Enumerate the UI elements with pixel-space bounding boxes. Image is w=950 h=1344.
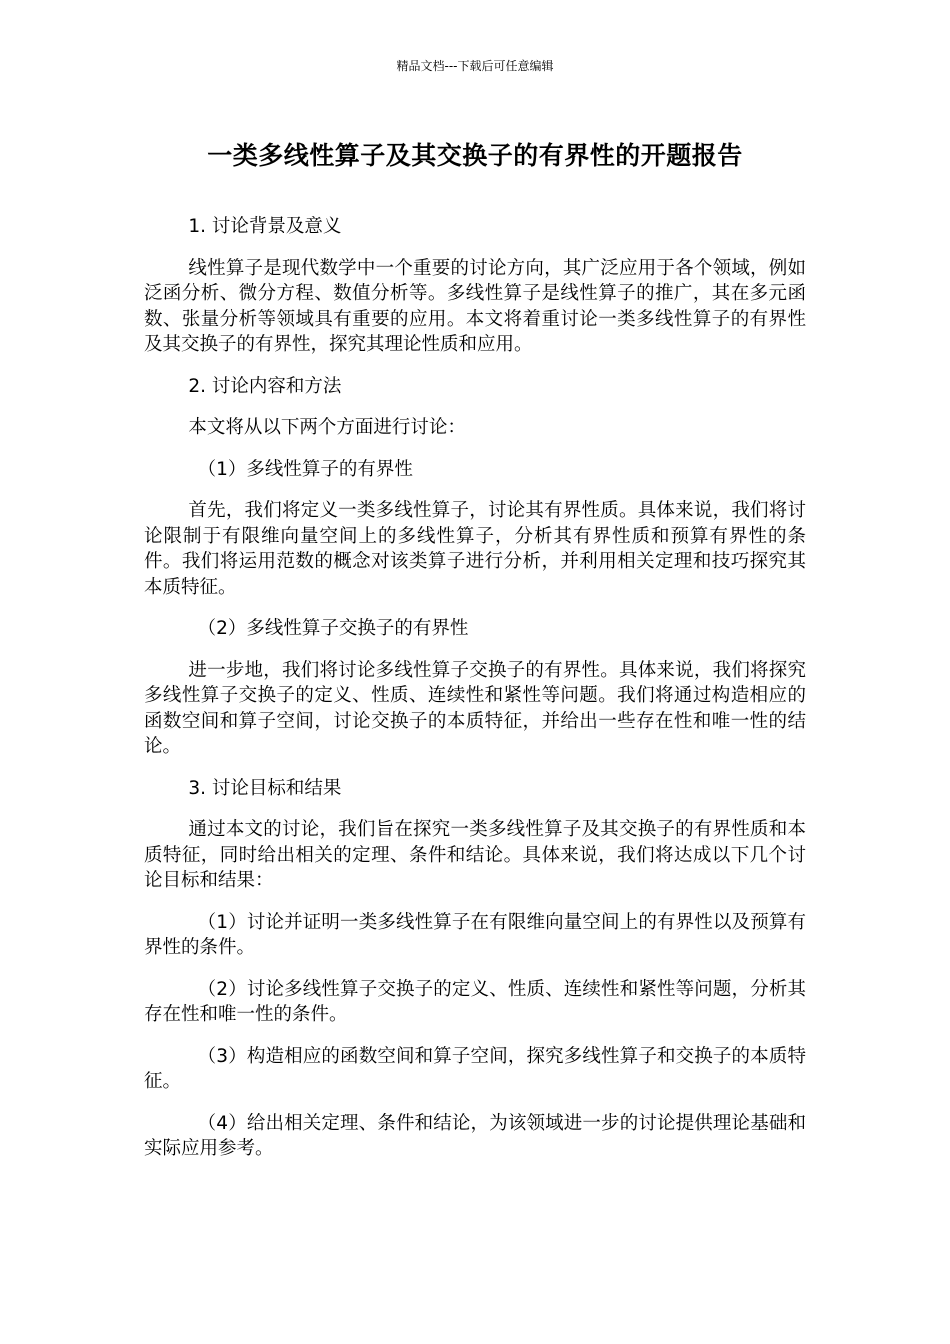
section-heading-content: 2. 讨论内容和方法: [188, 375, 342, 397]
goal-item-1: （1）讨论并证明一类多线性算子在有限维向量空间上的有界性以及预算有界性的条件。: [144, 911, 806, 958]
subheading-commutator-boundedness: （2）多线性算子交换子的有界性: [197, 618, 469, 639]
section-heading-background: 1. 讨论背景及意义: [188, 216, 342, 237]
paragraph-background: 线性算子是现代数学中一个重要的讨论方向，其广泛应用于各个领域，例如泛函分析、微分方程、数值分析等。多线性算子是线性算子的推广，其在多元函数、张量分析等领域具有重要的应用。本文将着重讨论一类多线性算子的有界性及其交换子的有界性，探究其理论性质和应用。: [144, 257, 806, 355]
document-body: [144, 214, 806, 1178]
paragraph-commutator-boundedness: 进一步地，我们将讨论多线性算子交换子的有界性。具体来说，我们将探究多线性算子交换子的定义、性质、连续性和紧性等问题。我们将通过构造相应的函数空间和算子空间，讨论交换子的本质特征，并给出一些存在性和唯一性的结论。: [144, 659, 806, 757]
subheading-operator-boundedness: （1）多线性算子的有界性: [197, 458, 413, 480]
goal-item-2: （2）讨论多线性算子交换子的定义、性质、连续性和紧性等问题，分析其存在性和唯一性的条件。: [144, 978, 806, 1025]
goal-item-3: （3）构造相应的函数空间和算子空间，探究多线性算子和交换子的本质特征。: [144, 1045, 806, 1092]
header-note: 精品文档---下载后可任意编辑: [396, 59, 554, 73]
paragraph-goals-intro: 通过本文的讨论，我们旨在探究一类多线性算子及其交换子的有界性质和本质特征，同时给出相关的定理、条件和结论。具体来说，我们将达成以下几个讨论目标和结果：: [144, 819, 806, 891]
paragraph-content-intro: 本文将从以下两个方面进行讨论：: [188, 417, 466, 438]
section-heading-goals: 3. 讨论目标和结果: [188, 777, 342, 799]
document-title: 一类多线性算子及其交换子的有界性的开题报告: [207, 141, 743, 170]
goal-item-4: （4）给出相关定理、条件和结论，为该领域进一步的讨论提供理论基础和实际应用参考。: [144, 1112, 806, 1159]
paragraph-operator-boundedness: 首先，我们将定义一类多线性算子，讨论其有界性质。具体来说，我们将讨论限制于有限维向量空间上的多线性算子，分析其有界性质和预算有界性的条件。我们将运用范数的概念对该类算子进行分析，并利用相关定理和技巧探究其本质特征。: [144, 500, 806, 598]
